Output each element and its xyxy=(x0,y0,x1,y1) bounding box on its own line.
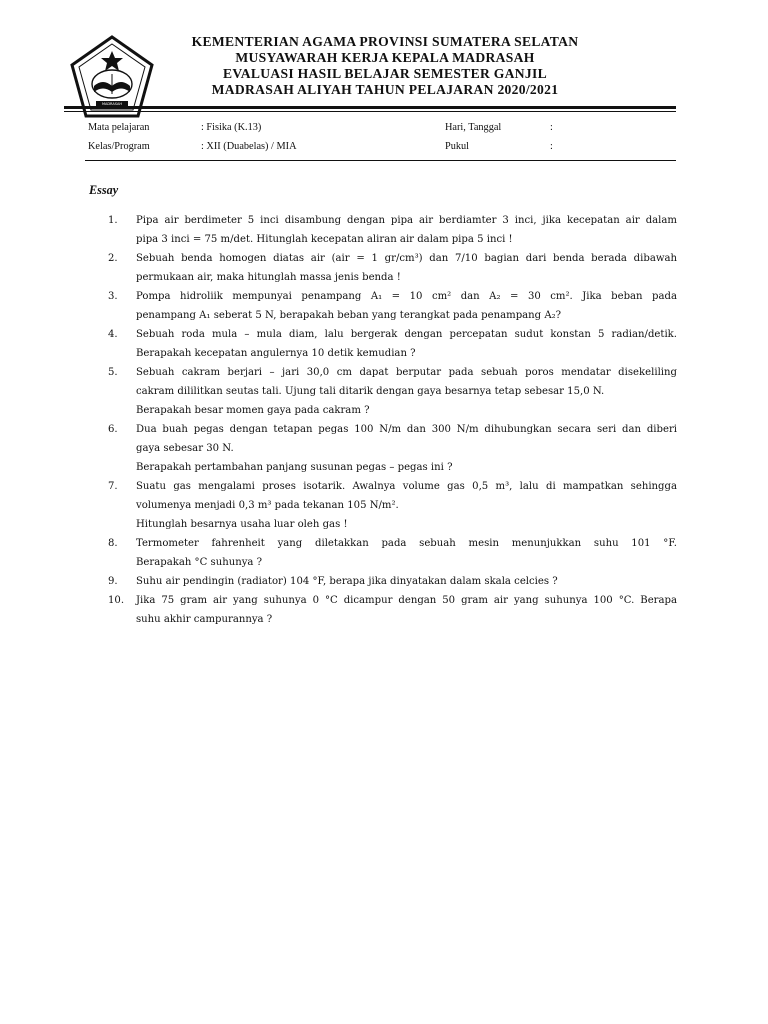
question-item xyxy=(108,363,677,420)
header-line-3: EVALUASI HASIL BELAJAR SEMESTER GANJIL xyxy=(223,66,547,81)
question-number: 8. xyxy=(108,538,118,549)
question-number: 4. xyxy=(108,329,118,340)
question-text-line: permukaan air, maka hitunglah massa jenis benda ! xyxy=(136,272,401,283)
question-item xyxy=(108,211,677,249)
question-text-line: Dua buah pegas dengan tetapan pegas 100 N/m dan 300 N/m dihubungkan secara seri dan diberi xyxy=(136,424,677,435)
question-text-line: Sebuah roda mula – mula diam, lalu bergerak dengan percepatan sudut konstan 5 radian/detik. xyxy=(136,329,677,340)
question-text-line: suhu akhir campurannya ? xyxy=(136,614,273,625)
date-label: Hari, Tanggal xyxy=(445,122,502,133)
question-number: 6. xyxy=(108,424,118,435)
question-text-line: pipa 3 inci = 75 m/det. Hitunglah kecepatan aliran air dalam pipa 5 inci ! xyxy=(136,234,513,245)
question-text-line: Berapakah kecepatan angulernya 10 detik kemudian ? xyxy=(136,348,416,359)
section-title: Essay xyxy=(89,183,119,197)
question-number: 9. xyxy=(108,576,118,587)
subject-value: : Fisika (K.13) xyxy=(201,122,262,133)
question-item xyxy=(108,572,677,591)
svg-text:MADRASAH: MADRASAH xyxy=(101,102,123,106)
question-text-line: Pipa air berdimeter 5 inci disambung dengan pipa air berdiamter 3 inci, jika kecepatan air dalam xyxy=(136,215,677,226)
question-text-line: Berapakah pertambahan panjang susunan pegas – pegas ini ? xyxy=(136,462,453,473)
class-label: Kelas/Program xyxy=(88,141,150,152)
date-value: : xyxy=(550,122,553,133)
question-item xyxy=(108,287,677,325)
question-text-line: Berapakah besar momen gaya pada cakram ? xyxy=(136,405,370,416)
header-line-1: KEMENTERIAN AGAMA PROVINSI SUMATERA SELATAN xyxy=(191,34,579,49)
question-item xyxy=(108,591,677,629)
question-list xyxy=(108,211,677,629)
question-text-line: Sebuah cakram berjari – jari 30,0 cm dapat berputar pada sebuah poros mendatar disekeliling xyxy=(136,367,677,378)
question-item xyxy=(108,325,677,363)
question-text-line: gaya sebesar 30 N. xyxy=(136,443,234,454)
question-text-line: Suatu gas mengalami proses isotarik. Awalnya volume gas 0,5 m³, lalu di mampatkan sehingga xyxy=(136,481,677,492)
question-text-line: Sebuah benda homogen diatas air (air = 1 gr/cm³) dan 7/10 bagian dari benda berada dibawah xyxy=(136,253,677,264)
question-number: 3. xyxy=(108,291,118,302)
question-item xyxy=(108,534,677,572)
question-item xyxy=(108,249,677,287)
question-text-line: Berapakah °C suhunya ? xyxy=(136,557,263,568)
header-rule-thin xyxy=(64,111,676,112)
info-rule xyxy=(85,160,676,161)
question-number: 7. xyxy=(108,481,118,492)
header-line-4: MADRASAH ALIYAH TAHUN PELAJARAN 2020/2021 xyxy=(211,82,559,97)
header-line-2: MUSYAWARAH KERJA KEPALA MADRASAH xyxy=(235,50,535,65)
question-text-line: Jika 75 gram air yang suhunya 0 °C dicampur dengan 50 gram air yang suhunya 100 °C. Berapa xyxy=(136,595,677,606)
time-value: : xyxy=(550,141,553,152)
question-number: 10. xyxy=(108,595,125,606)
question-text-line: Hitunglah besarnya usaha luar oleh gas ! xyxy=(136,519,348,530)
question-text-line: Pompa hidroliik mempunyai penampang A₁ = 10 cm² dan A₂ = 30 cm². Jika beban pada xyxy=(136,291,677,302)
time-label: Pukul xyxy=(445,141,470,152)
header-rule-thick xyxy=(64,106,676,109)
question-text-line: penampang A₁ seberat 5 N, berapakah beban yang terangkat pada penampang A₂? xyxy=(136,310,562,321)
question-text-line: Suhu air pendingin (radiator) 104 °F, berapa jika dinyatakan dalam skala celcies ? xyxy=(136,576,558,587)
subject-label: Mata pelajaran xyxy=(88,122,150,133)
class-value: : XII (Duabelas) / MIA xyxy=(201,141,297,152)
question-number: 5. xyxy=(108,367,118,378)
question-item xyxy=(108,420,677,477)
question-text-line: cakram dililitkan seutas tali. Ujung tali ditarik dengan gaya besarnya tetap sebesar 15,0 N. xyxy=(136,386,605,397)
question-number: 1. xyxy=(108,215,118,226)
question-text-line: Termometer fahrenheit yang diletakkan pada sebuah mesin menunjukkan suhu 101 °F. xyxy=(136,538,677,549)
question-number: 2. xyxy=(108,253,118,264)
document-header xyxy=(170,34,600,98)
question-item xyxy=(108,477,677,534)
question-text-line: volumenya menjadi 0,3 m³ pada tekanan 105 N/m². xyxy=(136,500,399,511)
exam-info xyxy=(88,122,688,160)
